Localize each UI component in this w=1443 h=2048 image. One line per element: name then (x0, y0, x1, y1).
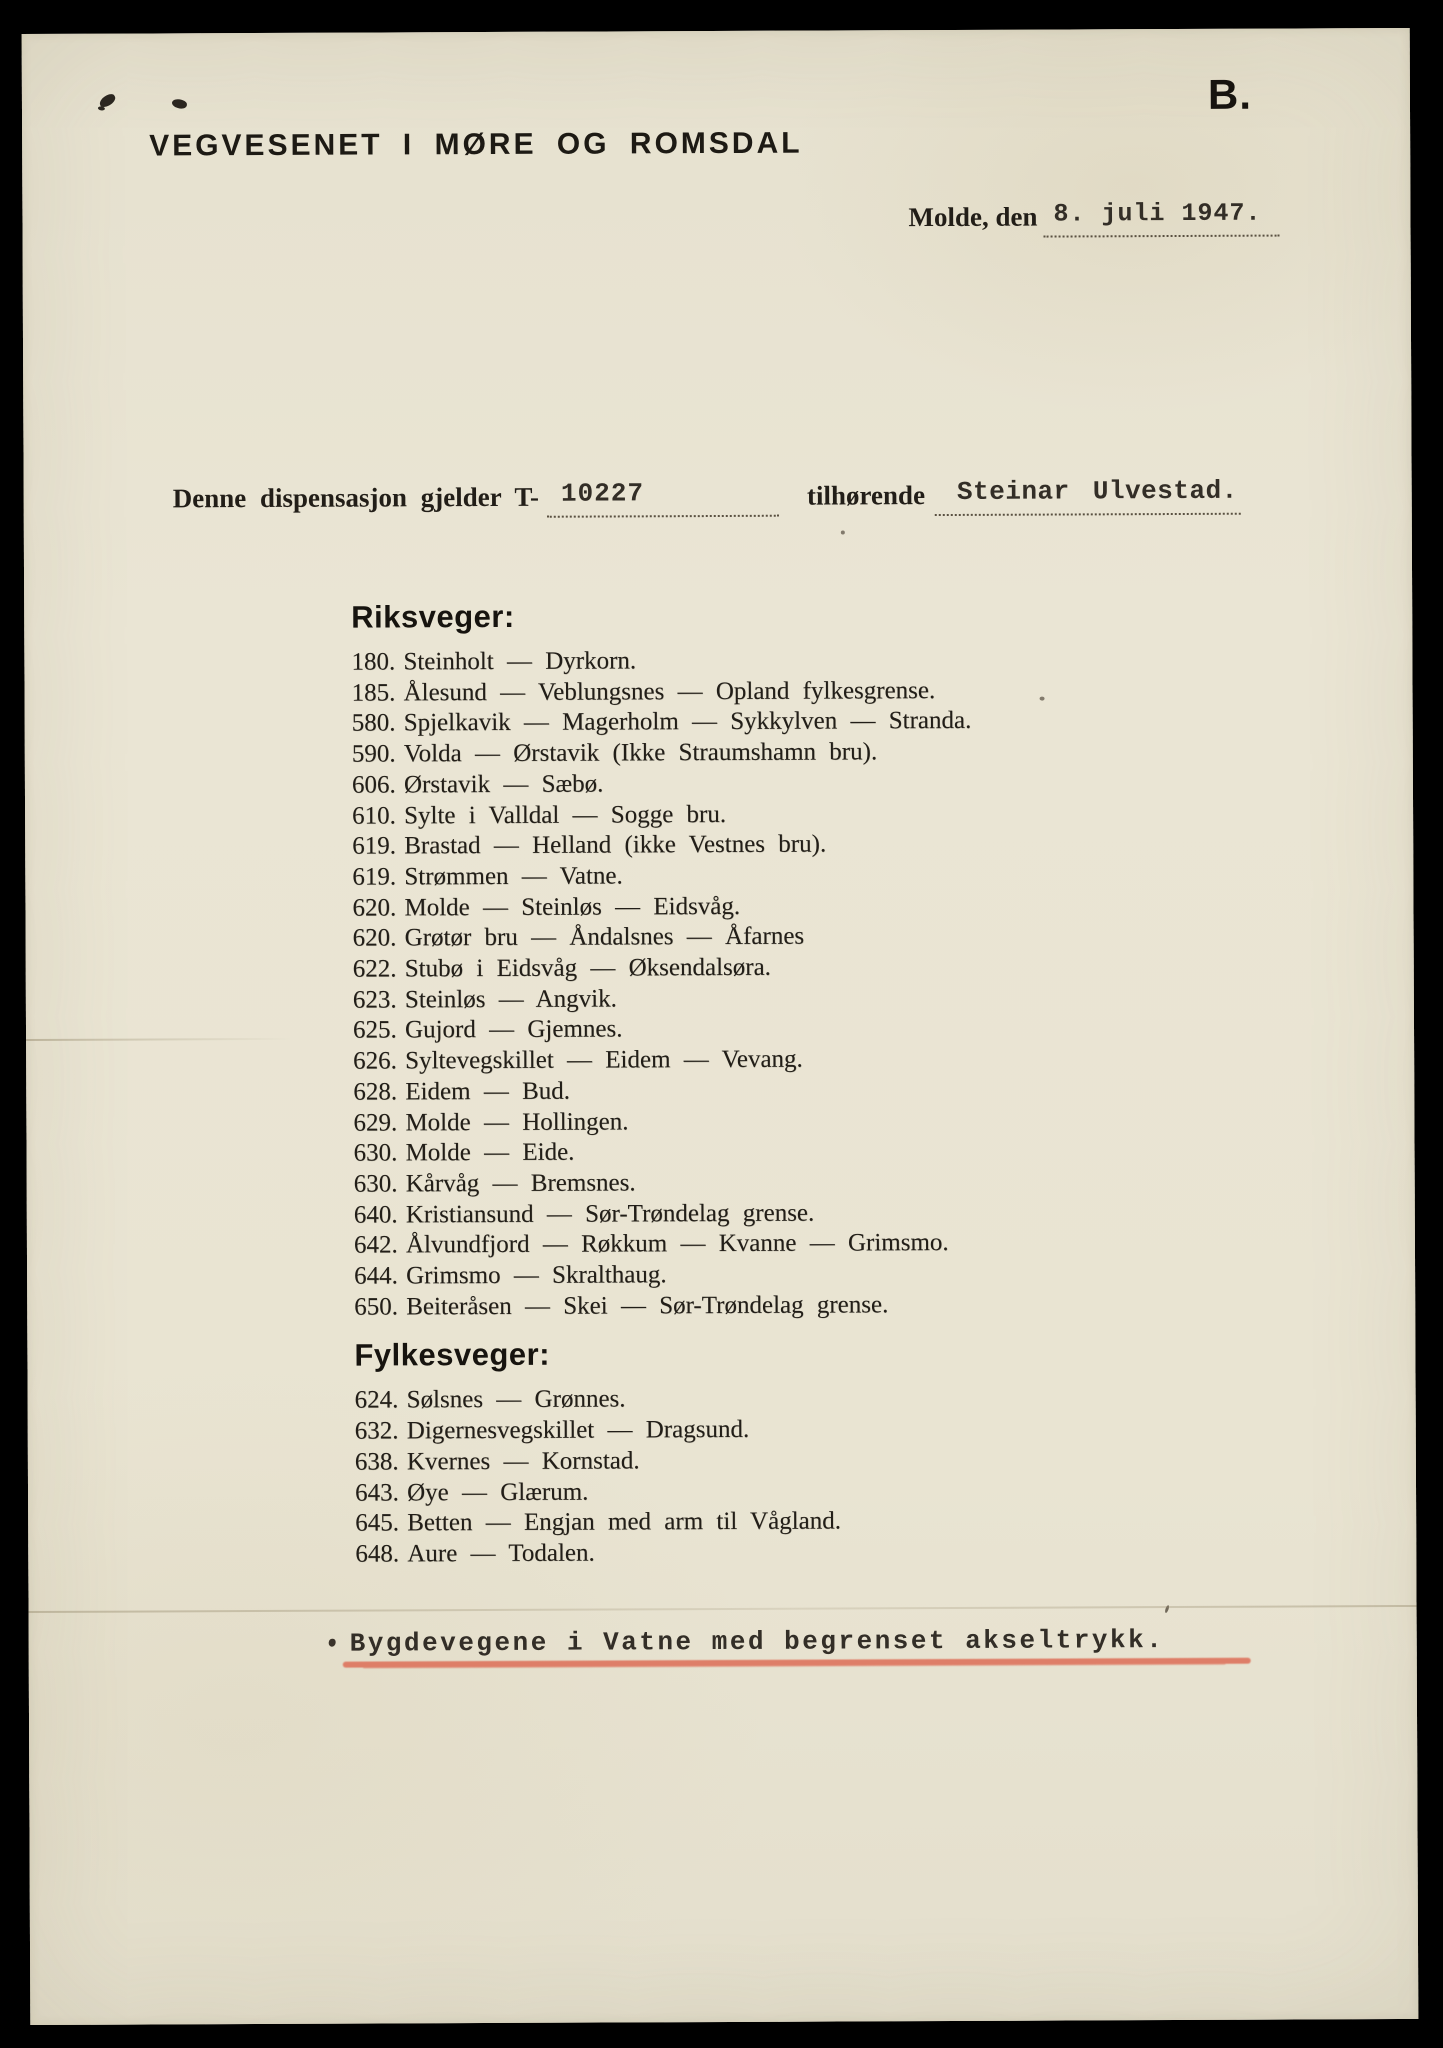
footer-note (329, 1625, 1165, 1659)
paper-speck (841, 530, 845, 534)
route-description: Kvernes — Kornstad. (406, 1447, 640, 1476)
route-description: Molde — Eide. (405, 1138, 575, 1167)
date-printed-label: Molde, den (908, 201, 1038, 233)
paper-crease (26, 1038, 291, 1041)
route-number: 622. (352, 955, 397, 983)
section-heading: Fylkesveger: (354, 1337, 551, 1374)
date-typed-value: 8. juli 1947. (1053, 198, 1262, 229)
route-description: Ålesund — Veblungsnes — Opland fylkesgrense. (403, 676, 936, 707)
route-description: Øye — Glærum. (406, 1478, 589, 1506)
route-description: Molde — Hollingen. (405, 1107, 629, 1136)
road-row (352, 828, 1312, 863)
route-number: 645. (355, 1509, 399, 1537)
dispensation-lead-text: Denne dispensasjon gjelder T- (172, 481, 540, 514)
section-rows (351, 643, 1314, 1323)
route-description: Strømmen — Vatne. (404, 862, 623, 891)
route-number: 644. (354, 1262, 398, 1290)
route-description: Kårvåg — Bremsnes. (405, 1169, 636, 1198)
road-row (353, 1135, 1313, 1170)
route-description: Ålvundfjord — Røkkum — Kvanne — Grimsmo. (405, 1229, 949, 1259)
road-row (355, 1443, 1315, 1478)
route-number: 620. (352, 924, 397, 952)
route-number: 630. (353, 1170, 398, 1198)
route-description: Steinholt — Dyrkorn. (403, 647, 637, 676)
route-number: 629. (353, 1108, 398, 1137)
route-number: 626. (353, 1047, 397, 1075)
dispensation-line (172, 475, 1241, 520)
footer-note-text: Bygdevegene i Vatne med begrenset akseltrykk. (349, 1625, 1165, 1659)
road-row (355, 1413, 1315, 1448)
route-number: 628. (353, 1078, 398, 1106)
holder-name-value: Steinar Ulvestad. (956, 475, 1238, 507)
road-lists (351, 596, 1315, 1570)
route-number: 650. (354, 1293, 399, 1321)
road-row (352, 858, 1312, 893)
road-row (355, 1474, 1315, 1509)
date-blank-line (1043, 198, 1279, 238)
road-row (354, 1288, 1314, 1323)
route-number: 632. (354, 1417, 399, 1445)
road-section (351, 596, 1314, 1323)
road-row (353, 1104, 1313, 1139)
road-row (352, 736, 1312, 771)
road-row (353, 1043, 1313, 1078)
route-description: Ørstavik — Sæbø. (403, 770, 604, 799)
vehicle-number-blank (547, 478, 779, 518)
road-row (353, 1073, 1313, 1108)
route-number: 630. (353, 1139, 398, 1167)
road-row (352, 705, 1312, 740)
route-number: 610. (352, 801, 396, 830)
road-row (353, 1012, 1313, 1047)
route-number: 180. (351, 648, 396, 676)
letterhead-title: VEGVESENET I MØRE OG ROMSDAL (149, 126, 803, 163)
road-row (351, 674, 1311, 709)
road-row (354, 1257, 1314, 1292)
route-description: Volda — Ørstavik (Ikke Straumshamn bru). (403, 738, 878, 768)
bullet-mark-icon (329, 1639, 336, 1647)
route-number: 642. (353, 1231, 398, 1259)
route-description: Steinløs — Angvik. (404, 985, 617, 1014)
route-number: 620. (352, 894, 397, 922)
road-row (355, 1505, 1315, 1540)
route-description: Grimsmo — Skralthaug. (406, 1261, 667, 1290)
corner-label: B. (1207, 70, 1253, 118)
date-line (908, 198, 1279, 239)
road-row (354, 1227, 1314, 1262)
paper-speck (1164, 1605, 1170, 1614)
paper-crease (29, 1605, 1417, 1613)
route-description: Aure — Todalen. (407, 1539, 595, 1568)
route-number: 625. (352, 1016, 397, 1045)
red-underline (343, 1658, 1251, 1668)
route-description: Beiteråsen — Skei — Sør-Trøndelag grense. (406, 1291, 889, 1321)
route-number: 185. (351, 679, 396, 707)
route-number: 648. (355, 1540, 400, 1568)
route-number: 590. (351, 740, 396, 768)
road-row (353, 981, 1313, 1016)
route-description: Spjelkavik — Magerholm — Sykkylven — Stranda. (403, 707, 972, 737)
route-number: 643. (354, 1478, 399, 1507)
route-description: Molde — Steinløs — Eidsvåg. (404, 892, 741, 922)
road-row (354, 1196, 1314, 1231)
route-number: 638. (354, 1448, 399, 1476)
route-number: 640. (353, 1201, 398, 1229)
route-number: 619. (352, 832, 397, 860)
route-number: 619. (352, 863, 397, 891)
route-description: Syltevegskillet — Eidem — Vevang. (405, 1045, 803, 1075)
road-row (352, 889, 1312, 924)
document-page (22, 28, 1419, 2025)
route-number: 623. (352, 986, 397, 1014)
route-number: 580. (351, 709, 396, 738)
section-heading: Riksveger: (351, 598, 515, 635)
route-description: Betten — Engjan med arm til Vågland. (407, 1507, 842, 1537)
road-row (355, 1382, 1315, 1417)
route-description: Stubø i Eidsvåg — Øksendalsøra. (404, 953, 771, 983)
route-description: Brastad — Helland (ikke Vestnes bru). (404, 830, 827, 860)
route-number: 606. (351, 771, 396, 799)
dispensation-connector-text: tilhørende (806, 480, 926, 511)
holder-name-blank (935, 475, 1241, 516)
route-description: Gujord — Gjemnes. (404, 1015, 623, 1044)
route-number: 624. (354, 1386, 399, 1415)
road-row (353, 920, 1313, 955)
road-row (352, 797, 1312, 832)
route-description: Sylte i Valldal — Sogge bru. (404, 800, 727, 829)
route-description: Kristiansund — Sør-Trøndelag grense. (405, 1199, 815, 1229)
ink-mark (171, 97, 188, 110)
route-description: Grøtør bru — Åndalsnes — Åfarnes (404, 922, 805, 952)
road-row (354, 1165, 1314, 1200)
route-description: Eidem — Bud. (405, 1077, 571, 1106)
road-row (351, 643, 1311, 678)
vehicle-number-value: 10227 (560, 478, 645, 509)
route-description: Sølsnes — Grønnes. (406, 1385, 626, 1414)
road-section (354, 1335, 1315, 1570)
road-row (352, 766, 1312, 801)
section-rows (355, 1382, 1316, 1570)
road-row (355, 1535, 1315, 1570)
ink-mark (98, 92, 118, 109)
road-row (353, 950, 1313, 985)
route-description: Digernesvegskillet — Dragsund. (406, 1416, 750, 1445)
